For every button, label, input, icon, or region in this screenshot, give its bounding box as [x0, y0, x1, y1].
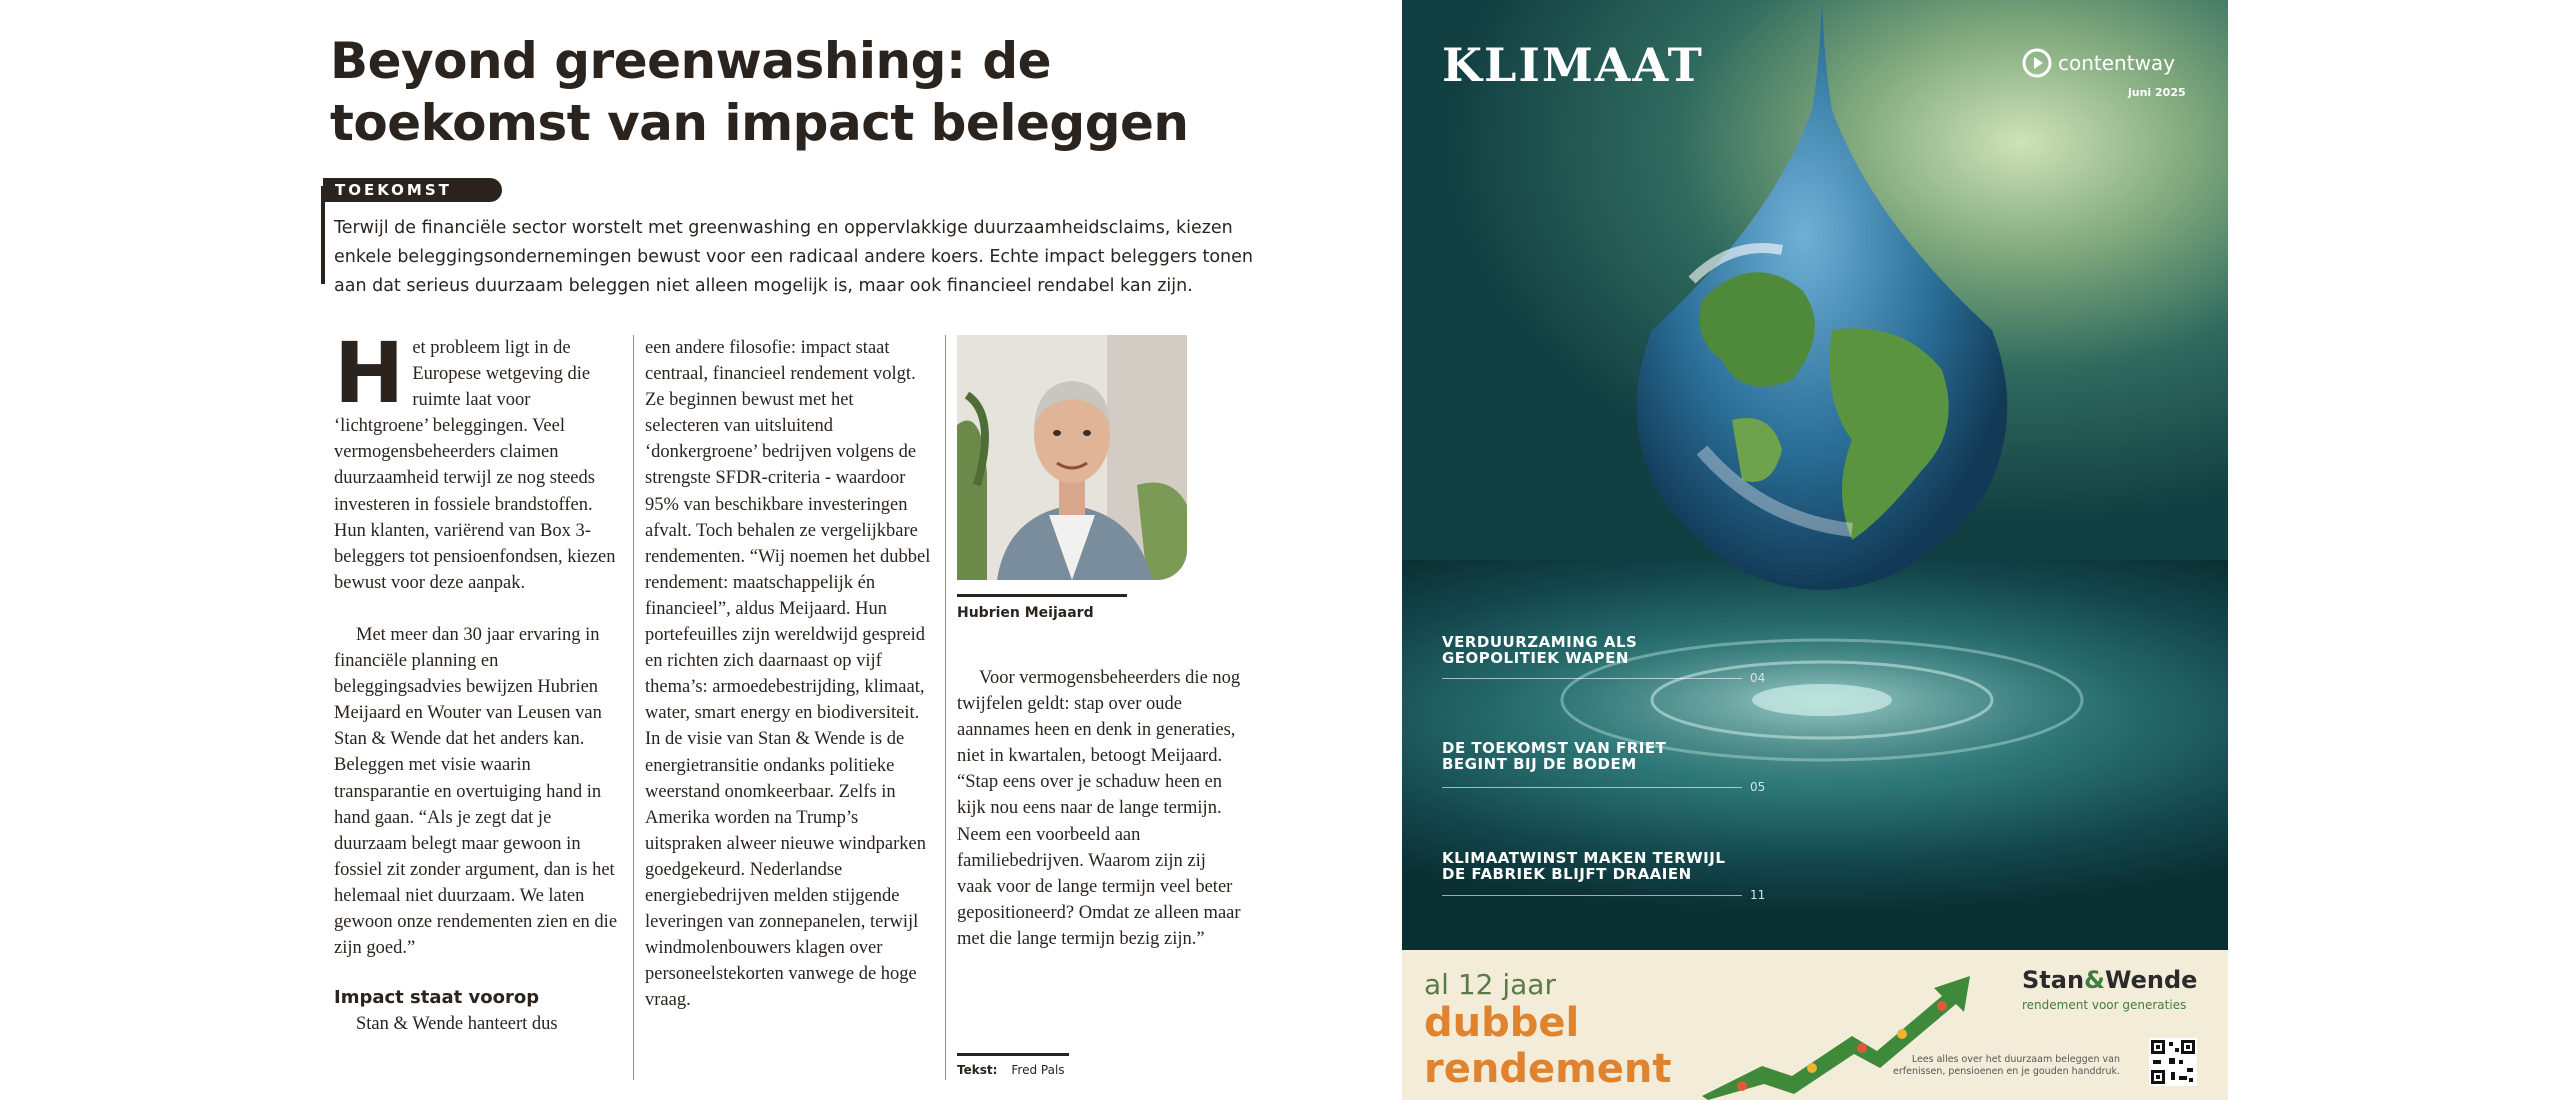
ad-line-1: al 12 jaar	[1424, 968, 1556, 1001]
author-credit	[957, 1063, 1065, 1077]
advertisement-banner[interactable]	[1402, 950, 2228, 1100]
article-headline: Beyond greenwashing: de toekomst van impact beleggen	[330, 32, 1189, 152]
ad-headline-line: dubbel	[1424, 1000, 1580, 1046]
issue-date: juni 2025	[2128, 86, 2186, 99]
cover-title: KLIMAAT	[1442, 38, 1704, 92]
teaser-rule	[1442, 678, 1742, 679]
paragraph: Voor vermogensbeheerders die nog twijfelen geldt: stap over oude aannames heen en denk in generaties, niet in kwartalen, betoogt Meijaard. “Stap eens over je schaduw heen en kijk nou eens naar de lange termijn. Neem een voorbeeld aan familiebedrijven. Waarom zijn zij vaak voor de lange termijn veel beter gepositioneerd? Omdat ze alleen maar met die lange termijn bezig zijn.”	[957, 668, 1241, 949]
brand-part: Wende	[2104, 966, 2198, 994]
credit-name: Fred Pals	[1011, 1063, 1065, 1077]
paragraph: Met meer dan 30 jaar ervaring in financiële planning en beleggingsadvies bewijzen Hubrien Meijaard en Wouter van Leusen van Stan & Wende dat het anders kan. Beleggen met visie waarin transparantie en overtuiging hand in hand gaan. “Als je zegt dat je duurzaam belegt maar gewoon in fossiel zit zonder argument, dan is het helemaal niet duurzaam. We laten gewoon onze rendementen zien en die zijn goed.”	[334, 624, 618, 959]
brand-part: Stan	[2022, 966, 2085, 994]
teaser-page-number: 05	[1750, 780, 1766, 794]
teaser-line: KLIMAATWINST MAKEN TERWIJL	[1442, 849, 1726, 867]
paragraph	[334, 324, 620, 596]
ad-headline-line: rendement	[1424, 1046, 1672, 1092]
article-column-2	[645, 335, 931, 1013]
ad-brand-logo	[2022, 966, 2197, 994]
section-tag: TOEKOMST	[323, 178, 502, 202]
column-divider	[945, 335, 946, 1080]
teaser-page-number: 04	[1750, 671, 1766, 685]
teaser-rule	[1442, 787, 1742, 788]
portrait-illustration	[957, 335, 1187, 580]
play-logo-icon	[2022, 48, 2052, 78]
teaser-line: VERDUURZAMING ALS	[1442, 633, 1638, 651]
publisher-brand	[2022, 48, 2175, 78]
article-column-3	[957, 665, 1243, 952]
water-drop-earth-illustration	[1402, 0, 2228, 950]
teaser-line: GEOPOLITIEK WAPEN	[1442, 649, 1629, 667]
cover-teaser[interactable]	[1442, 740, 1666, 772]
article-intro: Terwijl de financiële sector worstelt met greenwashing en oppervlakkige duurzaamheidsclaims, kiezen enkele beleggingsondernemingen bewust voor een radicaal andere koers. Echte impact beleggers tonen aan dat serieus duurzaam beleggen niet alleen mogelijk is, maar ook financieel rendabel kan zijn.	[334, 218, 1253, 296]
subheading: Impact staat voorop	[334, 987, 540, 1009]
article-column-1	[334, 324, 620, 1037]
drop-cap: H	[334, 324, 405, 422]
cover-teaser[interactable]	[1442, 850, 1725, 882]
paragraph: een andere filosofie: impact staat centraal, financieel rendement volgt. Ze beginnen bewust met het selecteren van uitsluitend ‘donkergroene’ bedrijven volgens de strengste SFDR-criteria - waardoor 95% van beschikbare investeringen afvalt. Toch behalen ze vergelijkbare rendementen. “Wij noemen het dubbel rendement: maatschappelijk én financieel”, aldus Meijaard. Hun portefeuilles zijn wereldwijd gespreid en richten zich daarnaast op vijf thema’s: armoedebestrijding, klimaat, water, smart energy en biodiversiteit. In de visie van Stan & Wende is de energietransitie ondanks politieke weerstand onomkeerbaar. Zelfs in Amerika worden na Trump’s uitspraken alweer nieuwe windparken goedgekeurd. Nederlandse energiebedrijven melden stijgende leveringen van zonnepanelen, terwijl windmolenbouwers klagen over personeelstekorten vanwege de hoge vraag.	[645, 338, 931, 1011]
publisher-name: contentway	[2058, 51, 2176, 75]
teaser-line: DE FABRIEK BLIJFT DRAAIEN	[1442, 865, 1692, 883]
ad-headline	[1424, 1000, 1672, 1092]
cover-teaser[interactable]	[1442, 634, 1637, 666]
column-divider	[633, 335, 634, 1080]
teaser-rule	[1442, 895, 1742, 896]
growth-arrow-icon	[1702, 956, 2002, 1100]
ad-tagline: rendement voor generaties	[2022, 998, 2187, 1012]
paragraph-text: et probleem ligt in de Europese wetgeving die ruimte laat voor ‘lichtgroene’ beleggingen. Veel vermogensbeheerders claimen duurzaamheid terwijl ze nog steeds investeren in fossiele brandstoffen. Hun klanten, variërend van Box 3-beleggers tot pensioenfondsen, kiezen bewust voor deze aanpak.	[334, 338, 616, 593]
qr-code-icon[interactable]	[2149, 1038, 2197, 1086]
credit-rule	[957, 1053, 1069, 1056]
credit-label: Tekst:	[957, 1063, 998, 1077]
caption-rule	[957, 594, 1127, 597]
magazine-cover	[1402, 0, 2228, 1100]
teaser-page-number: 11	[1750, 888, 1766, 902]
portrait-photo	[957, 335, 1187, 580]
ad-small-print: Lees alles over het duurzaam beleggen van erfenissen, pensioenen en je gouden handdruk.	[1893, 1054, 2120, 1077]
paragraph: Stan & Wende hanteert dus	[356, 1014, 558, 1035]
brand-ampersand: &	[2084, 966, 2105, 994]
teaser-line: BEGINT BIJ DE BODEM	[1442, 755, 1637, 773]
photo-caption: Hubrien Meijaard	[957, 605, 1094, 621]
teaser-line: DE TOEKOMST VAN FRIET	[1442, 739, 1667, 757]
